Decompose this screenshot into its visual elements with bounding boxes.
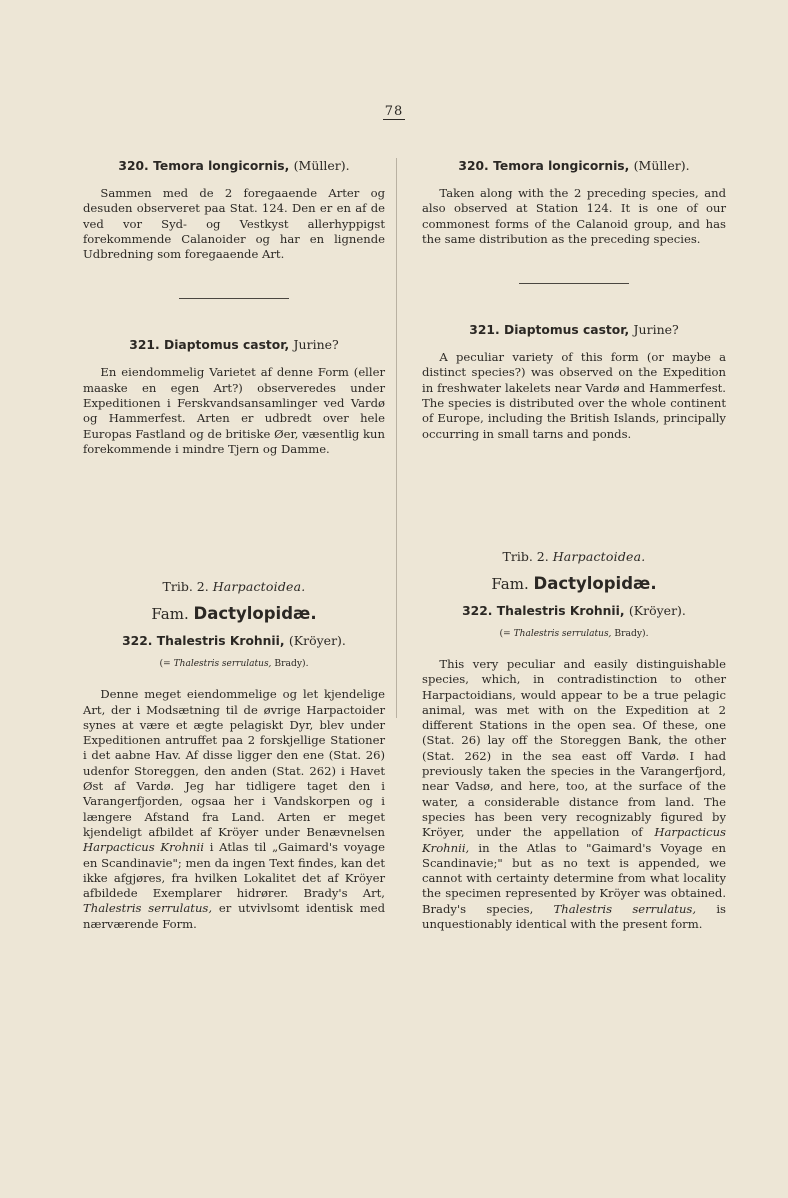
italic-taxon: Thalestris serrulatus, xyxy=(83,901,213,916)
synonym-open: (= xyxy=(499,627,511,639)
species-author: (Kröyer). xyxy=(628,602,686,618)
text-segment: er utvivlsomt identisk med nærværende Form. xyxy=(83,901,385,931)
section-rule xyxy=(519,283,629,284)
species-321-text: En eiendommelig Varietet af denne Form (eller maaske en egen Art?) observeredes under Expeditionen i Ferskvandsansamlinger ved Vardø og Hammerfest. Arten er udbredt over hele Europas Fastland og de britiske Øer, væsentlig kun forekommende i mindre Tjern og Damme. xyxy=(83,365,385,456)
family-label: Fam. xyxy=(491,574,529,593)
species-number: 321. xyxy=(129,338,160,353)
species-number: 322. xyxy=(122,634,153,649)
species-name: Thalestris Krohnii, xyxy=(156,634,285,649)
species-author: Jurine? xyxy=(293,337,339,353)
species-number: 322. xyxy=(462,603,493,618)
text-segment: This very peculiar and easily distinguishable species, which, in contradistinction to other Harpactoidians, would appear to be a true pelagic animal, was met with on the Expedition at 2 different Stations in the open sea. Of these, one (Stat. 26) lay off the Storeggen Bank, the other (Stat. 262) in the sea east off Vardø. I had previously taken the species in the Varangerfjord, near Vadsø, and here, too, at the surface of the water, a considerable distance from land. The species has been very recognizably figured by Kröyer, under the appellation of xyxy=(422,656,726,840)
family-name: Dactylopidæ. xyxy=(193,604,317,624)
species-heading-321 xyxy=(83,337,385,353)
text-segment: i Atlas til „Gaimard's voyage en Scandinavie"; men da ingen Text findes, kan det ikke afgjøres, fra hvilken Lokalitet det af Kröyer afbildede Exemplarer hidrører. Brady's Art, xyxy=(83,840,386,901)
synonym-line xyxy=(422,627,726,641)
left-column xyxy=(83,150,385,932)
section-rule xyxy=(179,298,289,299)
species-name: Diaptomus castor, xyxy=(163,338,290,353)
tribe-label: Trib. 2. xyxy=(502,548,549,564)
species-heading-320 xyxy=(422,158,726,174)
text-segment: is unquestionably identical with the present form. xyxy=(422,901,727,932)
species-320-text: Sammen med de 2 foregaaende Arter og desuden observeret paa Stat. 124. Den er en af de ved vor Syd- og Vestkyst allerhyppigst forekommende Calanoider og har en lignende Udbredning som foregaaende Art. xyxy=(83,186,385,262)
italic-taxon: Harpacticus Krohnii, xyxy=(422,825,726,855)
family-heading xyxy=(422,573,726,595)
family-heading xyxy=(83,603,385,625)
species-author: Jurine? xyxy=(633,322,679,338)
tribe-heading xyxy=(422,549,726,565)
species-heading-321 xyxy=(422,322,726,338)
tribe-label: Trib. 2. xyxy=(162,579,209,595)
family-name: Dactylopidæ. xyxy=(533,573,657,593)
tribe-name: Harpactoidea. xyxy=(212,579,306,595)
synonym-name: Thalestris serrulatus, xyxy=(173,659,272,670)
italic-taxon: Thalestris serrulatus, xyxy=(553,901,697,916)
species-heading-320 xyxy=(83,158,385,174)
tribe-heading xyxy=(83,579,385,595)
species-number: 320. xyxy=(458,159,489,173)
species-number: 321. xyxy=(469,323,500,338)
tribe-name: Harpactoidea. xyxy=(552,548,646,564)
text-segment: in the Atlas to "Gaimard's Voyage en Scandinavie;" but as no text is appended, we cannot with certainty determine from what locality the specimen represented by Kröyer was obtained. Brady's species, xyxy=(422,840,726,916)
species-author: (Müller). xyxy=(633,158,690,173)
species-name: Diaptomus castor, xyxy=(503,323,630,338)
species-name: Thalestris Krohnii, xyxy=(496,603,625,618)
family-label: Fam. xyxy=(151,605,189,624)
species-author: (Müller). xyxy=(293,158,350,173)
species-author: (Kröyer). xyxy=(288,633,346,649)
synonym-open: (= xyxy=(159,658,171,670)
synonym-author: Brady). xyxy=(614,627,649,639)
page-number-text: 78 xyxy=(384,104,404,119)
right-column xyxy=(422,150,726,932)
species-322-text xyxy=(422,657,726,932)
italic-taxon: Harpacticus Krohnii xyxy=(83,840,204,855)
species-heading-322 xyxy=(422,603,726,619)
species-number: 320. xyxy=(118,159,149,173)
synonym-line xyxy=(83,657,385,671)
species-322-text xyxy=(83,687,385,932)
species-name: Temora longicornis, xyxy=(153,159,290,173)
species-320-text: Taken along with the 2 preceding species, and also observed at Station 124. It is one of our commonest forms of the Calanoid group, and has the same distribution as the preceding species. xyxy=(422,186,726,246)
synonym-author: Brady). xyxy=(274,658,309,670)
column-divider xyxy=(396,158,397,718)
species-321-text: A peculiar variety of this form (or maybe a distinct species?) was observed on the Expedition in freshwater lakelets near Vardø and Hammerfest. The species is distributed over the whole continent of Europe, including the British Islands, principally occurring in small tarns and ponds. xyxy=(422,350,726,441)
page-number xyxy=(0,104,788,119)
species-heading-322 xyxy=(83,633,385,649)
species-name: Temora longicornis, xyxy=(493,159,630,173)
synonym-name: Thalestris serrulatus, xyxy=(513,628,612,639)
text-segment: Denne meget eiendommelige og let kjendelige Art, der i Modsætning til de øvrige Harpactoider synes at være et ægte pelagiskt Dyr, blev under Expeditionen antruffet paa 2 forskjellige Stationer i det aabne Hav. Af disse ligger den ene (Stat. 26) udenfor Storeggen, den anden (Stat. 262) i Havet Øst af Vardø. Jeg har tidligere taget den i Varangerfjorden, ogsaa her i Vandskorpen og i længere Afstand fra Land. Arten er meget kjendeligt afbildet af Kröyer under Benævnelsen xyxy=(83,687,385,839)
